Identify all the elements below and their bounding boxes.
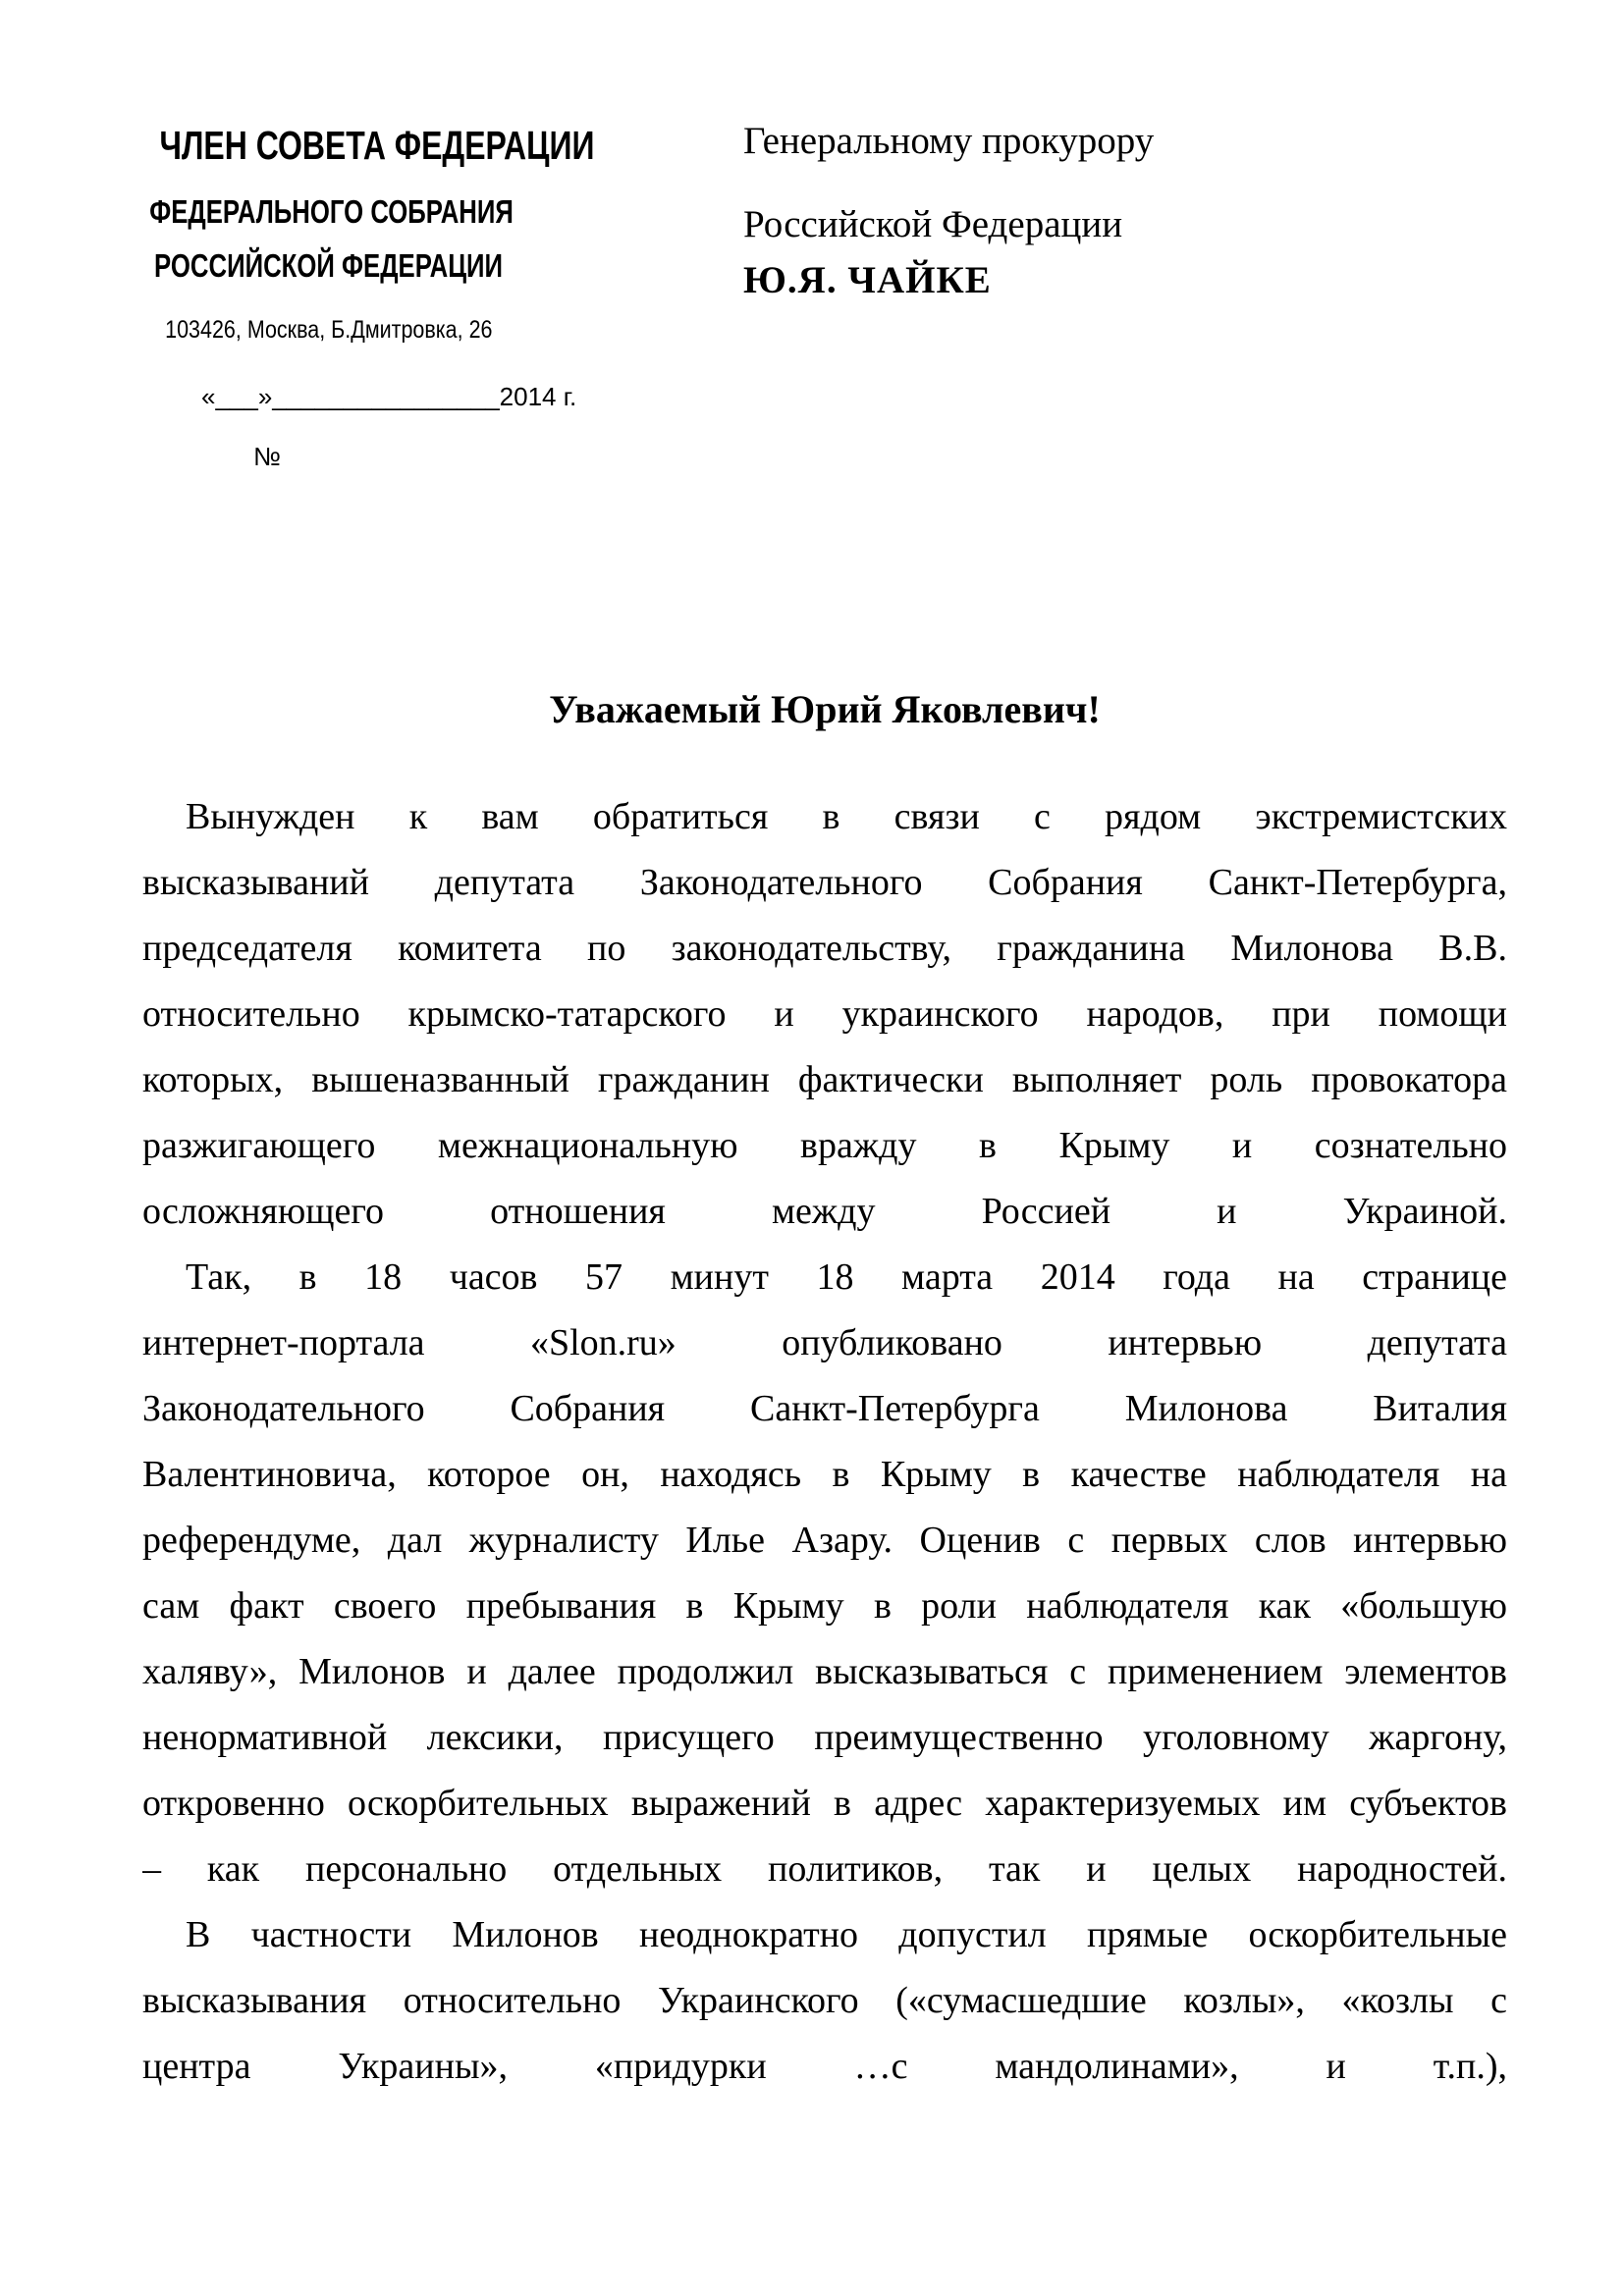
body-line: высказывания относительно Украинского («сумасшедшие козлы», «козлы с <box>142 1980 1507 2021</box>
body-line: Законодательного Собрания Санкт-Петербурга Милонова Виталия <box>142 1388 1507 1429</box>
letterhead-number-label: № <box>253 442 281 471</box>
body-line: центра Украины», «придурки …с мандолинами», и т.п.), <box>142 2046 1507 2087</box>
body-line: осложняющего отношения между Россией и Украиной. <box>142 1191 1507 1232</box>
letterhead-org-line-1 <box>98 123 595 168</box>
letterhead-org-line-2-text: ФЕДЕРАЛЬНОГО СОБРАНИЯ <box>149 193 514 230</box>
body-line: ненормативной лексики, присущего преимущественно уголовному жаргону, <box>142 1717 1507 1758</box>
body-line: председателя комитета по законодательству, гражданина Милонова В.В. <box>142 928 1507 969</box>
recipient-name: Ю.Я. ЧАЙКЕ <box>743 259 992 301</box>
letterhead-org-line-3 <box>98 249 560 282</box>
letterhead-address <box>98 318 560 343</box>
letter-body <box>142 784 1507 2100</box>
body-line: – как персонально отдельных политиков, так и целых народностей. <box>142 1848 1507 1890</box>
body-line: Так, в 18 часов 57 минут 18 марта 2014 года на странице <box>186 1256 1507 1298</box>
body-line: В частности Милонов неоднократно допустил прямые оскорбительные <box>186 1914 1507 1955</box>
letterhead-date-blank-line: «___»________________2014 г. <box>201 382 577 411</box>
body-line: относительно крымско-татарского и украинского народов, при помощи <box>142 993 1507 1035</box>
body-line: референдуме, дал журналисту Илье Азару. Оценив с первых слов интервью <box>142 1520 1507 1561</box>
letterhead-org-line-3-text: РОССИЙСКОЙ ФЕДЕРАЦИИ <box>154 247 504 284</box>
body-line: высказываний депутата Законодательного Собрания Санкт-Петербурга, <box>142 862 1507 903</box>
body-line: откровенно оскорбительных выражений в адрес характеризуемых им субъектов <box>142 1783 1507 1824</box>
body-line: интернет-портала «Slon.ru» опубликовано интервью депутата <box>142 1322 1507 1363</box>
salutation: Уважаемый Юрий Яковлевич! <box>549 687 1101 731</box>
recipient-title-line-2: Российской Федерации <box>743 203 1123 245</box>
letterhead-address-text: 103426, Москва, Б.Дмитровка, 26 <box>165 316 493 344</box>
body-line: халяву», Милонов и далее продолжил высказываться с применением элементов <box>142 1651 1507 1692</box>
body-line: Валентиновича, которое он, находясь в Крыму в качестве наблюдателя на <box>142 1454 1507 1495</box>
letterhead-org-line-1-text: ЧЛЕН СОВЕТА ФЕДЕРАЦИИ <box>159 123 595 168</box>
letterhead-org-line-2 <box>98 195 560 228</box>
recipient-title-line-1: Генеральному прокурору <box>743 120 1155 162</box>
body-line: Вынужден к вам обратиться в связи с рядом экстремистских <box>186 796 1507 837</box>
body-line: разжигающего межнациональную вражду в Крыму и сознательно <box>142 1125 1507 1166</box>
body-line: которых, вышеназванный гражданин фактически выполняет роль провокатора <box>142 1059 1507 1100</box>
body-line: сам факт своего пребывания в Крыму в роли наблюдателя как «большую <box>142 1585 1507 1627</box>
